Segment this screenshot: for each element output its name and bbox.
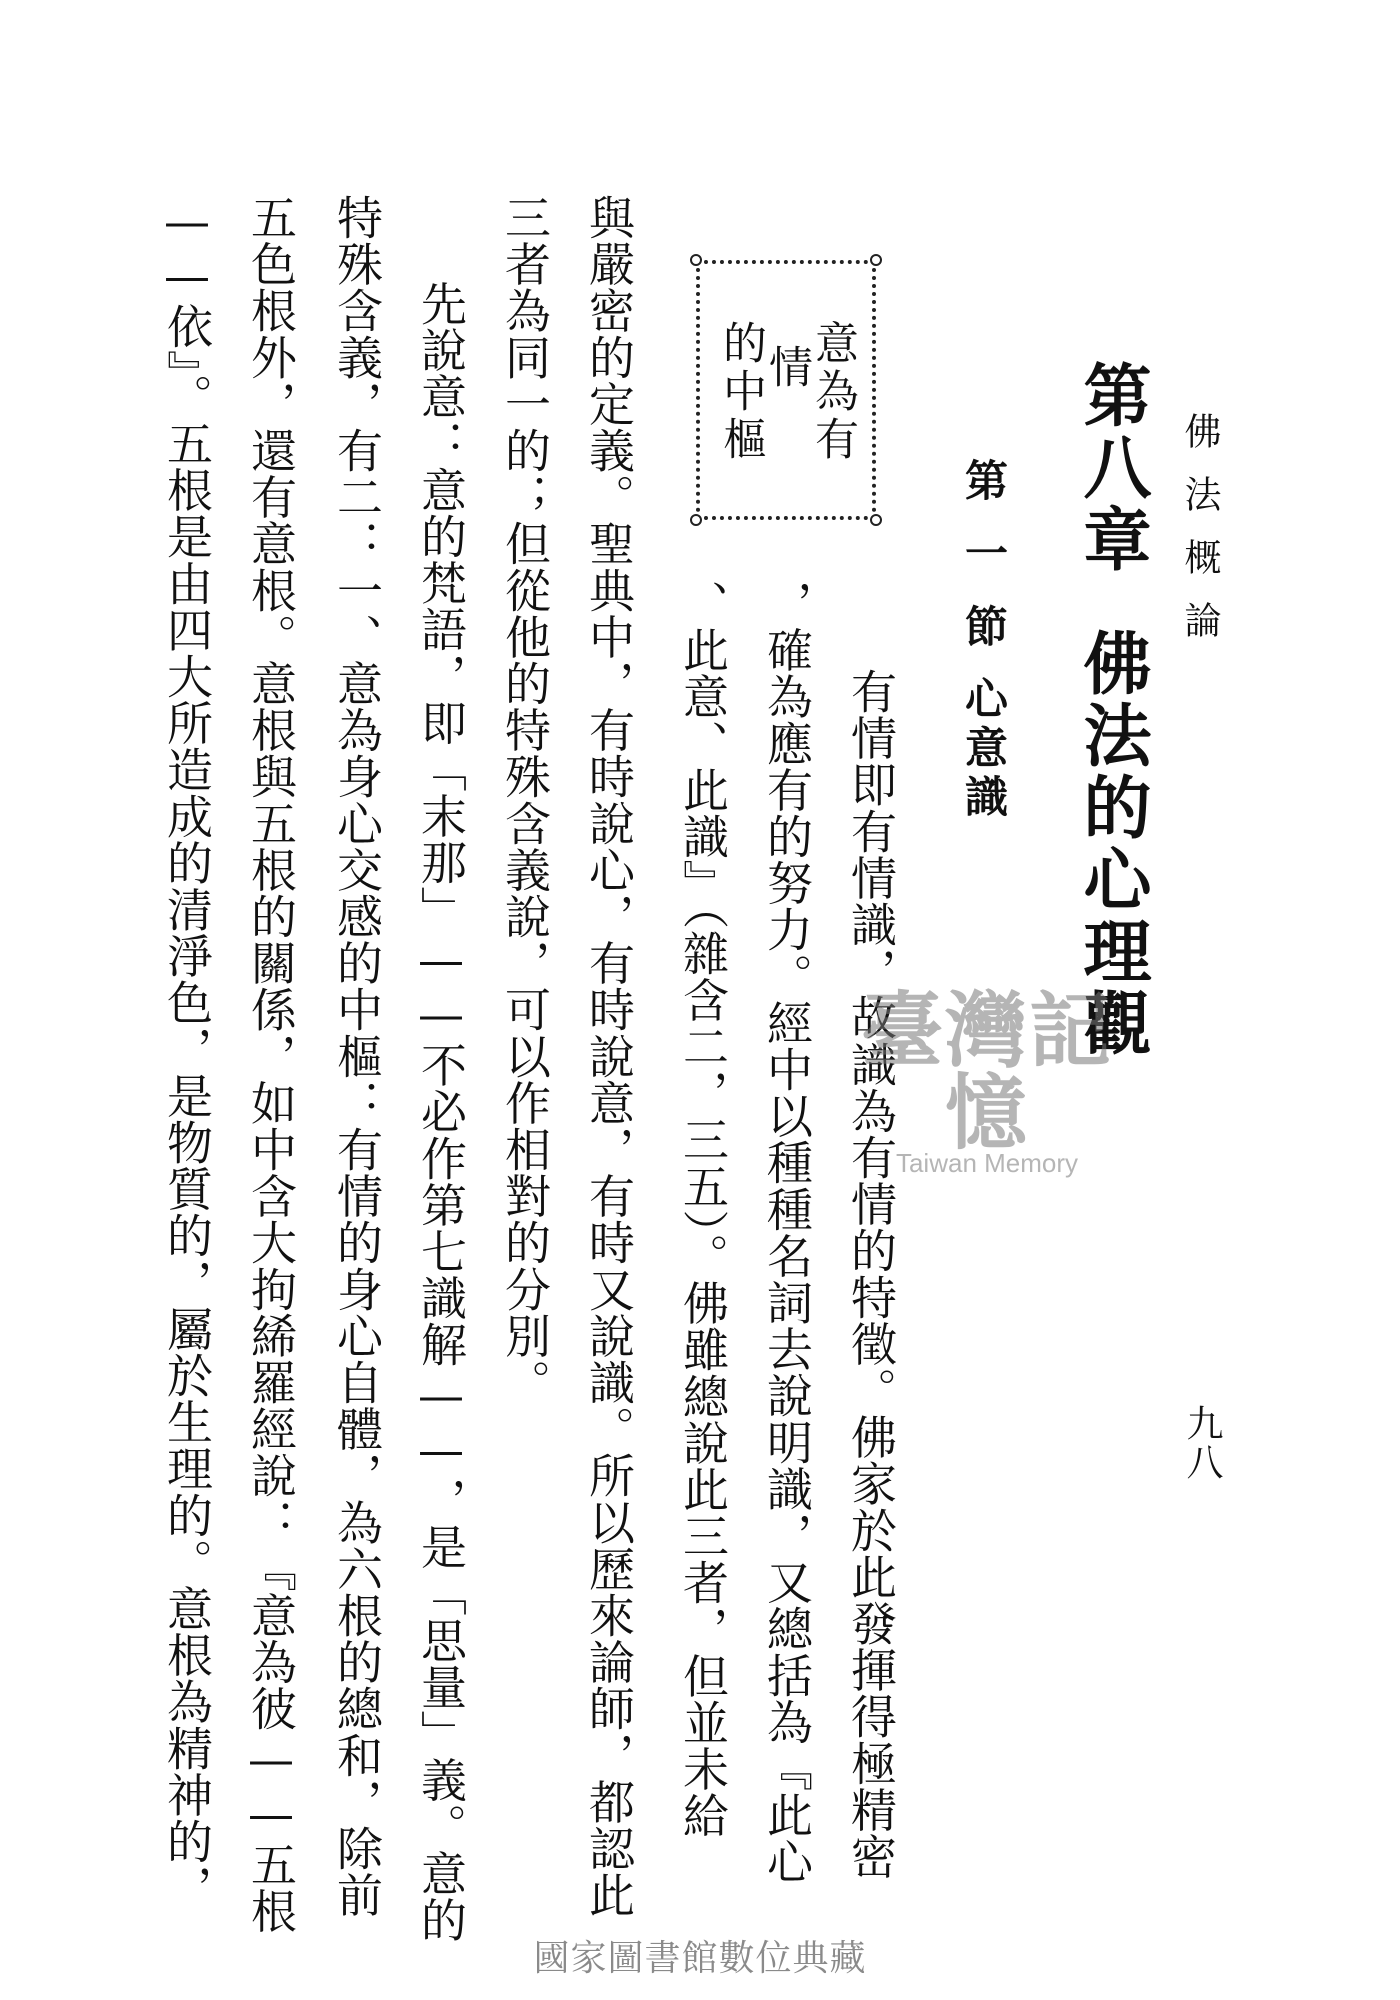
body-column: ，確為應有的努力。經中以種種名詞去說明識，又總括為『此心 bbox=[760, 580, 814, 1885]
body-column: 五色根外，還有意根。意根與五根的關係，如中含大拘絺羅經說：『意為彼——五根 bbox=[244, 194, 298, 1935]
running-head: 佛法概論 bbox=[1178, 412, 1221, 664]
body-column: 特殊含義，有二：一、意為身心交感的中樞：有情的身心自體，為六根的總和，除前 bbox=[330, 194, 384, 1919]
body-column: 三者為同一的；但從他的特殊含義說，可以作相對的分別。 bbox=[498, 194, 552, 1406]
body-column: 先說意：意的梵語，即「末那」——不必作第七識解——，是「思量」義。意的 bbox=[414, 280, 468, 1943]
chapter-title: 佛法的心理觀 bbox=[1072, 628, 1152, 1060]
watermark-logo bbox=[832, 983, 1142, 1179]
margin-note-line: 情 bbox=[761, 344, 812, 392]
body-column: 、此意、此識』（雜含二，三五）。佛雖總說此三者，但並未給 bbox=[676, 580, 730, 1839]
note-corner-dot bbox=[870, 514, 882, 526]
note-corner-dot bbox=[690, 254, 702, 266]
margin-note-line: 的中樞 bbox=[715, 320, 766, 464]
footer-collection: 國家圖書館數位典藏 bbox=[533, 1938, 867, 1979]
watermark-en: Taiwan Memory bbox=[895, 1148, 1079, 1178]
section-number: 第一節 bbox=[958, 458, 1008, 677]
section-title: 心意識 bbox=[958, 676, 1008, 823]
watermark-cn: 臺灣記憶 bbox=[860, 983, 1113, 1161]
chapter-number: 第八章 bbox=[1072, 360, 1152, 576]
page-number: 九八 bbox=[1180, 1404, 1223, 1482]
body-column: 有情即有情識，故識為有情的特徵。佛家於此發揮得極精密 bbox=[844, 668, 898, 1880]
body-column: 與嚴密的定義。聖典中，有時說心，有時說意，有時又說識。所以歷來論師，都認此 bbox=[582, 194, 636, 1919]
note-corner-dot bbox=[870, 254, 882, 266]
margin-note-line: 意為有 bbox=[807, 320, 858, 464]
note-corner-dot bbox=[690, 514, 702, 526]
body-column: ——依』。五根是由四大所造成的清淨色，是物質的，屬於生理的。意根為精神的， bbox=[160, 194, 214, 1912]
